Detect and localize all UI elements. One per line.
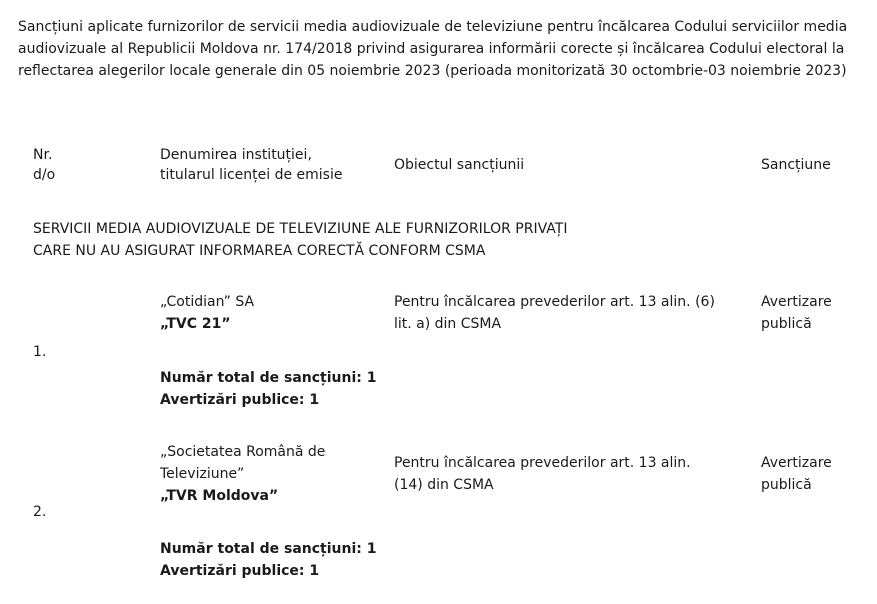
table-row-1-sanction-line1: Avertizare [761,294,832,310]
header-institution-line1: Denumirea instituției, [160,147,312,163]
table-row-2-object-line1: Pentru încălcarea prevederilor art. 13 alin. [394,455,691,471]
table-row-1-sanction-line2: publică [761,316,812,332]
header-object: Obiectul sancțiunii [394,157,525,173]
section-heading [33,218,633,262]
table-row-1-total: Număr total de sancțiuni: 1 [160,370,377,386]
table-row-2-warnings: Avertizări publice: 1 [160,563,320,579]
table-row-2-company-line1: „Societatea Română de [160,444,326,460]
header-institution-line2: titularul licenței de emisie [160,167,343,183]
document-intro: Sancțiuni aplicate furnizorilor de servicii media audiovizuale de televiziune pentru încălcarea Codului serviciilor media audiovizuale al Republicii Moldova nr. 174/2018 privind asigurarea informării corecte și încălcarea Codului electoral la reflectarea alegerilor locale generale din 05 noiembrie 2023 (perioada monitorizată 30 octombrie-03 noiembrie 2023) [18,19,848,79]
table-row-1-warnings: Avertizări publice: 1 [160,392,320,408]
table-row-2-object [394,452,754,496]
header-sanction: Sancțiune [761,157,831,173]
table-row-2-nr: 2. [33,504,47,520]
table-row-2-sanction-line1: Avertizare [761,455,832,471]
table-row-1-channel: „TVC 21” [160,316,231,332]
table-row-1-object [394,291,754,335]
table-row-2-object-line2: (14) din CSMA [394,477,494,493]
section-heading-line2: CARE NU AU ASIGURAT INFORMAREA CORECTĂ CONFORM CSMA [33,243,486,259]
table-row-2-channel: „TVR Moldova” [160,488,279,504]
table-row-1-sanction [761,291,861,335]
section-heading-line1: SERVICII MEDIA AUDIOVIZUALE DE TELEVIZIUNE ALE FURNIZORILOR PRIVAȚI [33,221,568,237]
table-row-1-company: „Cotidian” SA [160,294,255,310]
table-row-1-object-line2: lit. a) din CSMA [394,316,502,332]
header-nr-line1: Nr. [33,147,53,163]
table-row-1-institution [160,291,380,335]
table-row-2-summary [160,538,460,582]
table-row-2-sanction-line2: publică [761,477,812,493]
header-institution [160,145,380,185]
table-row-1-object-line1: Pentru încălcarea prevederilor art. 13 alin. (6) [394,294,715,310]
table-row-1-summary [160,367,460,411]
table-row-2-institution [160,441,380,507]
header-nr-line2: d/o [33,167,56,183]
table-row-2-company-line2: Televiziune” [160,466,245,482]
table-row-2-total: Număr total de sancțiuni: 1 [160,541,377,557]
table-row-1-nr: 1. [33,344,47,360]
header-nr [33,145,113,185]
table-row-2-sanction [761,452,861,496]
